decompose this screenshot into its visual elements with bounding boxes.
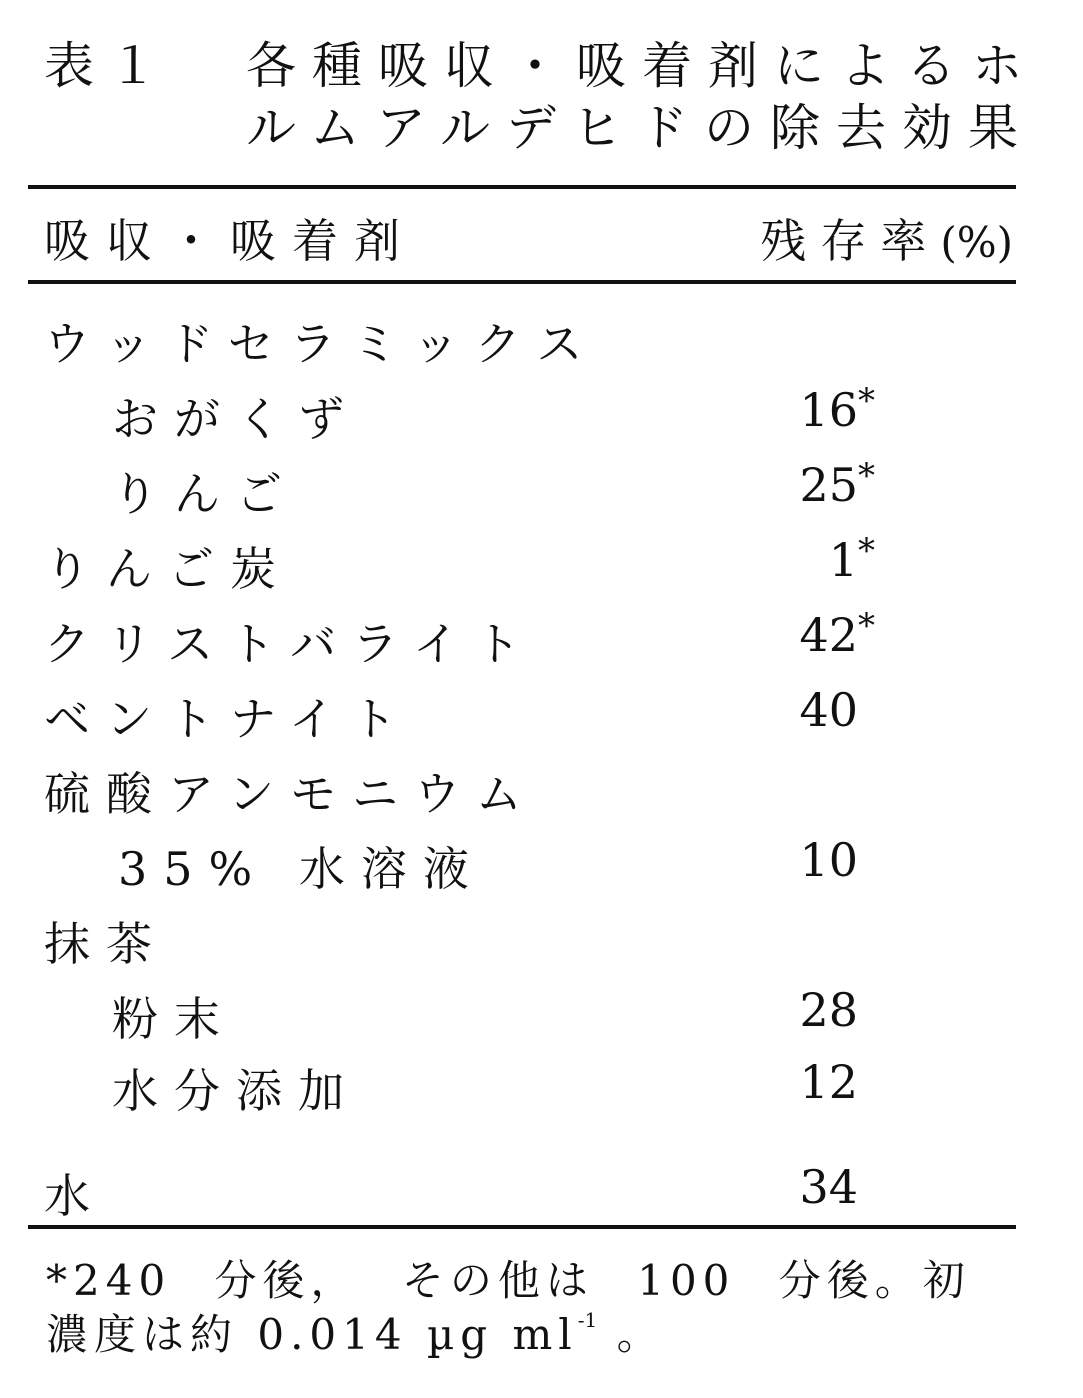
row-name: 水分添加 (112, 1064, 360, 1118)
row-value: 1 (828, 533, 858, 587)
row-name: 35% 水溶液 (118, 842, 485, 896)
row-mark: * (858, 531, 875, 571)
header-rule (28, 280, 1016, 284)
row-name: クリストバライト (44, 617, 537, 671)
row-value: 16 (799, 383, 858, 437)
table-title-line-1: 各種吸収・吸着剤によるホ (246, 37, 1038, 95)
table-row (0, 531, 1083, 596)
row-name: ウッドセラミックス (44, 317, 599, 371)
table-row (0, 1160, 1083, 1223)
column-header-residual (760, 205, 1013, 271)
table-row (0, 1055, 1083, 1118)
row-name: 粉末 (112, 992, 236, 1046)
footnote-line-2-end: 。 (616, 1310, 665, 1359)
row-value: 12 (799, 1055, 858, 1109)
row-value: 25 (799, 458, 858, 512)
table-row (0, 308, 1083, 371)
table-row (0, 908, 1083, 971)
table-row (0, 758, 1083, 821)
row-name: 抹茶 (44, 917, 168, 971)
column-header-unit: (%) (940, 218, 1013, 267)
row-name: 硫酸アンモニウム (44, 767, 538, 821)
row-value: 40 (799, 683, 858, 737)
row-mark: * (858, 381, 875, 421)
footnote-line-2-text: 濃度は約 0.014 µg ml (46, 1310, 578, 1359)
row-mark: * (858, 606, 875, 646)
table-row (0, 683, 1083, 746)
row-value: 42 (799, 608, 858, 662)
table-row (0, 381, 1083, 446)
row-mark: * (858, 456, 875, 496)
table-row (0, 983, 1083, 1046)
bottom-rule (28, 1225, 1016, 1229)
table-row (0, 606, 1083, 671)
row-name: ベントナイト (44, 692, 413, 746)
row-name: りんご (112, 467, 298, 521)
column-header-residual-label: 残存率 (760, 214, 941, 268)
row-name: りんご炭 (44, 542, 292, 596)
row-value: 34 (799, 1160, 858, 1214)
footnote-line-2 (46, 1302, 665, 1362)
table-number: 表１ (44, 37, 172, 95)
table-title-line-2: ルムアルデヒドの除去効果 (246, 99, 1034, 157)
row-name: おがくず (112, 392, 360, 446)
row-name: 水 (44, 1169, 106, 1223)
top-rule (28, 185, 1016, 189)
row-value: 28 (799, 983, 858, 1037)
table-row (0, 833, 1083, 896)
table-row (0, 456, 1083, 521)
row-value: 10 (799, 833, 858, 887)
column-header-agent: 吸収・吸着剤 (44, 214, 416, 268)
footnote-line-1: *240 分後， その他は 100 分後。初 (46, 1256, 971, 1305)
footnote-superscript: -1 (577, 1308, 598, 1332)
